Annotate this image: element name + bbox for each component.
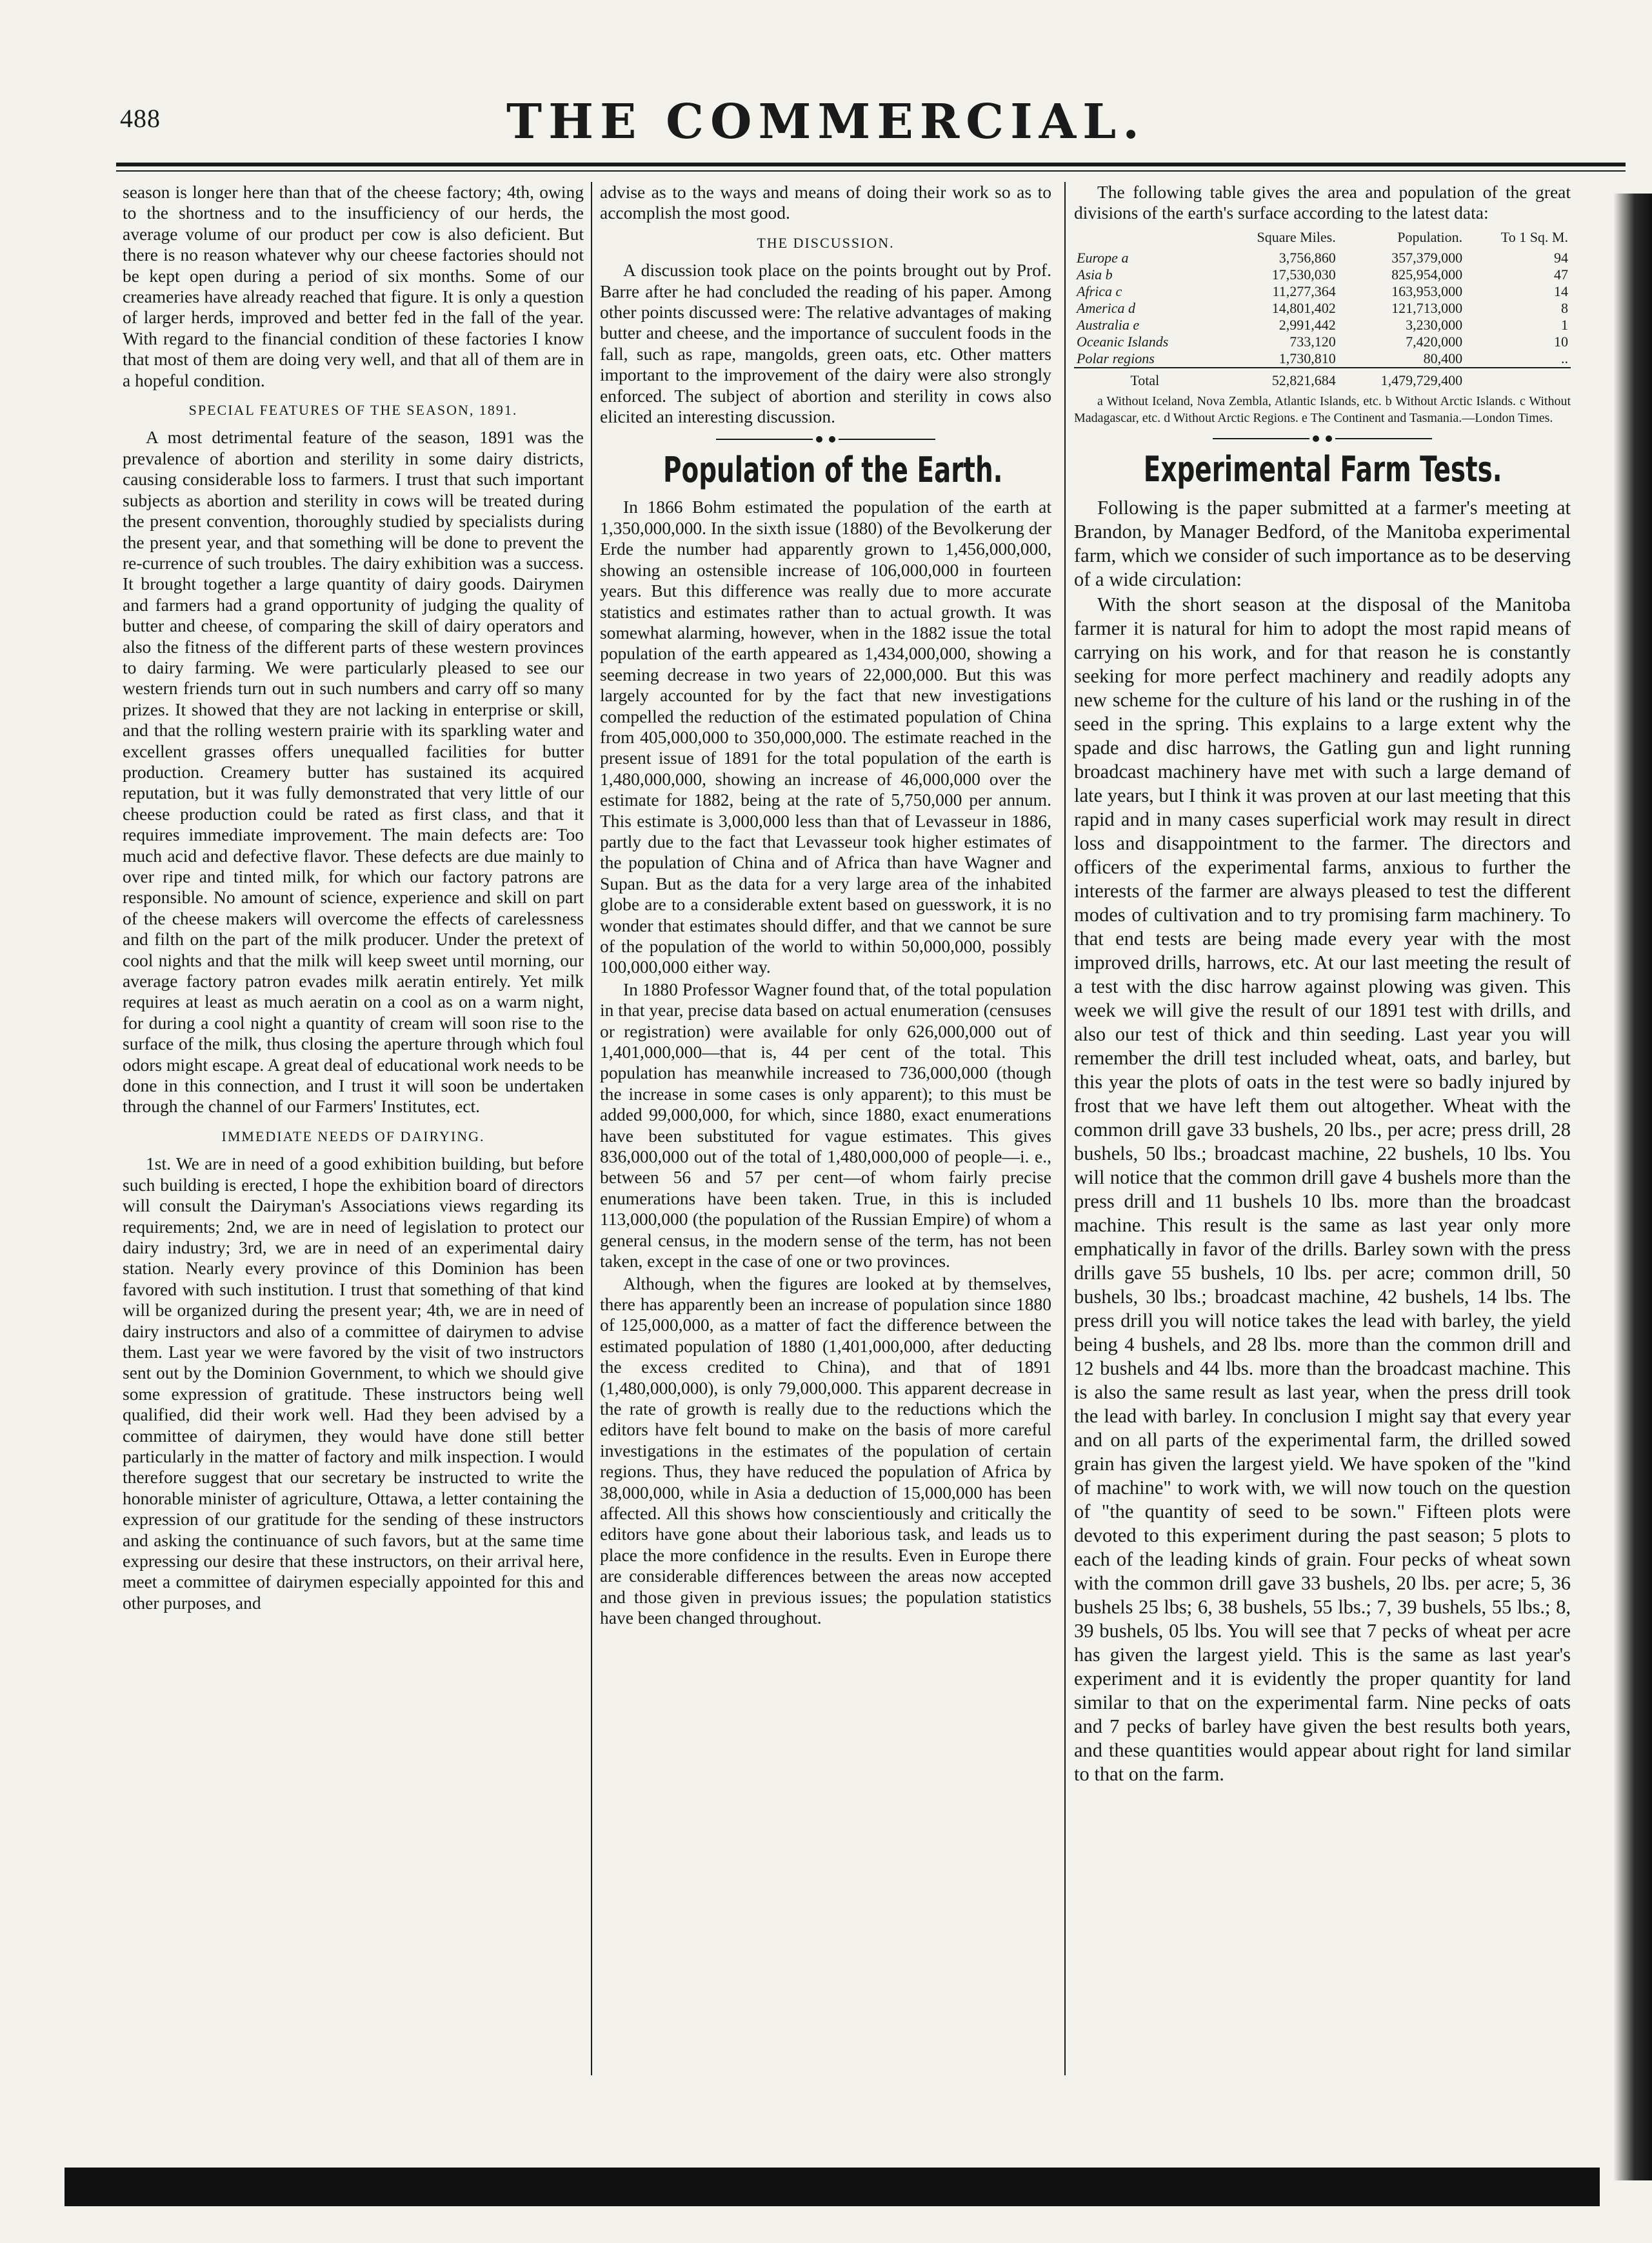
- population-table: [1074, 229, 1571, 389]
- table-cell: Asia b: [1077, 266, 1113, 283]
- col2-paragraph-3: In 1866 Bohm estimated the population of the earth at 1,350,000,000. In the sixth issue (1880) of the Bevolkerung der Erde the number had apparently grown to 1,456,000,000, showing an ostensible increase of 106,000,000 in fourteen years. But this difference was really due to more accurate statistics and estimates rather than to actual growth. It was somewhat alarming, however, when in the 1882 issue the total population of the earth appeared as 1,434,000,000, showing a seeming decrease in two years of 22,000,000. But this was largely accounted for by the fact that new investigations compelled the reduction of the estimated population of China from 405,000,000 to 350,000,000. The estimate reached in the present issue of 1891 for the total population of the earth is 1,480,000,000, showing an increase of 46,000,000 over the estimate for 1882, being at the rate of 5,750,000 per annum. This estimate is 3,000,000 less than that of Levasseur in 1886, partly due to the fact that Levasseur took higher estimates of the population of China and of Africa than have Wagner and Supan. But as the data for a very large area of the inhabited globe are to a considerable extent based on guesswork, it is no wonder that estimates should differ, and that we cannot be sure of the population of the world to within 50,000,000, possibly 100,000,000 either way.: [600, 497, 1051, 977]
- table-row: [1074, 250, 1571, 266]
- col3-paragraph-3: With the short season at the disposal of the Manitoba farmer it is natural for him to adopt the most rapid means of carrying on his work, and for that reason he is constantly seeking for more perfect machinery and readily adopts any new scheme for the culture of his land or the rushing in of the seed in the spring. This explains to a large extent why the spade and disc harrows, the Gatling gun and light running broadcast machinery have met with such a large demand of late years, but I think it was proven at our last meeting that this rapid and in many cases superficial work may result in direct loss and disappointment to the farmer. The directors and officers of the experimental farms, anxious to further the interests of the farmer are always pleased to test the different modes of cultivation and to try promising farm machinery. To that end tests are being made every year with the most improved drills, harrows, etc. At our last meeting the result of a test with the disc harrow against plowing was given. This week we will give the result of our 1891 test with drills, and also our test of thick and thin seeding. Last year you will remember the drill test included wheat, oats, and barley, but this year the plots of oats in the test were so badly injured by frost that we have left them out altogether. Wheat with the common drill gave 33 bushels, 20 lbs., per acre; press drill, 28 bushels, 50 lbs.; broadcast machine, 22 bushels, 10 lbs. You will notice that the common drill gave 4 bushels more than the press drill and 11 bushels 10 lbs. more than the broadcast machine. This result is the same as last year only more emphatically in favor of the drills. Barley sown with the press drills gave 55 bushels, 10 lbs. per acre; common drill, 50 bushels, 30 lbs.; broadcast machine, 42 bushels, 14 lbs. The press drill you will notice takes the lead with barley, the yield being 4 bushels, and 28 lbs. more than the common drill and 12 bushels and 44 lbs. more than the broadcast machine. This is also the same result as last year, when the press drill took the lead with barley. In conclusion I might say that every year and on all parts of the experimental farm, the drilled sowed grain has given the largest yield. We have spoken of the "kind of machine" to work with, we will now touch on the question of "the quantity of seed to be sown." Fifteen plots were devoted to this experiment during the past season; 5 plots to each of the leading kinds of grain. Four pecks of wheat sown with the common drill gave 33 bushels, 20 lbs. per acre; 5, 36 bushels 25 lbs; 6, 38 bushels, 55 lbs.; 7, 39 bushels, 55 lbs.; 8, 39 bushels, 05 lbs. You will see that 7 pecks of wheat per acre has given the largest yield. This is the same as last year's experiment and it is evidently the proper quantity for land similar to that on the experimental farm. Nine pecks of oats and 7 pecks of barley have given the best results both years, and these quantities would appear about right for land similar to that on the farm.: [1074, 593, 1571, 1785]
- table-cell: 8: [1561, 299, 1568, 316]
- table-row: [1074, 266, 1571, 283]
- header-rule-thin: [116, 170, 1626, 172]
- column-divider-1: [591, 182, 592, 2075]
- table-cell: 121,713,000: [1391, 299, 1463, 316]
- table-cell: 2,991,442: [1279, 316, 1336, 333]
- column-1: [123, 182, 584, 2166]
- table-cell: 52,821,684: [1216, 368, 1339, 389]
- table-row: [1074, 300, 1571, 317]
- table-header: [1074, 229, 1216, 250]
- section-ornament: [600, 436, 1051, 443]
- table-cell: 3,230,000: [1406, 316, 1463, 333]
- scan-bottom-band: [65, 2168, 1600, 2206]
- column-3: [1074, 182, 1571, 2166]
- headline-population: Population of the Earth.: [663, 450, 1003, 491]
- table-cell: America d: [1077, 299, 1136, 316]
- headline-experimental-farm: Experimental Farm Tests.: [1143, 448, 1502, 490]
- table-cell: Total: [1074, 368, 1216, 389]
- table-cell: 10: [1554, 333, 1568, 350]
- table-cell: 1,730,810: [1279, 350, 1336, 366]
- table-row: [1074, 350, 1571, 368]
- header-rule-thick: [116, 163, 1626, 166]
- table-cell: 47: [1554, 266, 1568, 283]
- table-cell: 1: [1561, 316, 1568, 333]
- table-cell: 357,379,000: [1391, 249, 1463, 266]
- table-cell: 825,954,000: [1391, 266, 1463, 283]
- table-row: [1074, 334, 1571, 350]
- table-cell: 11,277,364: [1272, 283, 1336, 299]
- table-cell: 80,400: [1423, 350, 1463, 366]
- table-cell: Australia e: [1077, 316, 1140, 333]
- table-cell: 14: [1554, 283, 1568, 299]
- col2-subhead-discussion: THE DISCUSSION.: [757, 234, 895, 251]
- col3-paragraph-2: Following is the paper submitted at a farmer's meeting at Brandon, by Manager Bedford, of the Manitoba experimental farm, which we consider of such importance as to be deserving of a wide circulation:: [1074, 496, 1571, 590]
- table-cell: Africa c: [1077, 283, 1122, 299]
- page-number: 488: [120, 104, 161, 133]
- col3-paragraph-1: The following table gives the area and population of the great divisions of the earth's surface according to the latest data:: [1074, 182, 1571, 223]
- col2-paragraph-5: Although, when the figures are looked at by themselves, there has apparently been an increase of population since 1880 of 125,000,000, as a matter of fact the difference between the estimated population of 1880 (1,401,000,000, after deducting the excess credited to China), and that of 1891 (1,480,000,000), is only 79,000,000. This apparent decrease in the rate of growth is really due to the reductions which the editors have felt bound to make on the basis of more careful investigations in the estimates of the population of certain regions. Thus, they have reduced the population of Africa by 38,000,000, while in Asia a deduction of 15,000,000 has been affected. All this shows how conscientiously and critically the editors have gone about their laborious task, and leads us to place the more confidence in the results. Even in Europe there are considerable differences between the areas now accepted and those given in previous issues; the population statistics have been changed throughout.: [600, 1273, 1051, 1628]
- col2-paragraph-1: advise as to the ways and means of doing their work so as to accomplish the most good.: [600, 182, 1051, 223]
- table-cell: 163,953,000: [1391, 283, 1463, 299]
- table-cell: 733,120: [1289, 333, 1336, 350]
- table-cell: [1465, 368, 1571, 389]
- table-cell: 7,420,000: [1406, 333, 1463, 350]
- table-cell: Oceanic Islands: [1077, 333, 1169, 350]
- table-header: Square Miles.: [1257, 228, 1336, 245]
- table-footnote: a Without Iceland, Nova Zembla, Atlantic Islands, etc. b Without Arctic Islands. c Without Madagascar, etc. d Without Arctic Regions. e The Continent and Tasmania.—London Times.: [1074, 394, 1571, 425]
- column-divider-2: [1064, 182, 1066, 2075]
- col2-paragraph-4: In 1880 Professor Wagner found that, of the total population in that year, precise data based on actual enumeration (censuses or registration) were available for only 626,000,000 out of 1,401,000,000—that is, 44 per cent of the total. This population has meanwhile increased to 736,000,000 (though the increase in some cases is only apparent); to this must be added 99,000,000, for which, since 1880, exact enumerations have been substituted for vague estimates. This gives 836,000,000 out of the total of 1,480,000,000 of people—i. e., between 56 and 57 per cent—of whom fairly precise enumerations have been taken. True, in this is included 113,000,000 (the population of the Russian Empire) of whom a general census, in the modern sense of the term, has not been taken, except in the case of one or two provinces.: [600, 979, 1051, 1271]
- table-row: [1074, 317, 1571, 334]
- scan-edge-shadow: [1613, 194, 1652, 2180]
- table-cell: Europe a: [1077, 249, 1129, 266]
- column-2: [600, 182, 1051, 2166]
- table-cell: 3,756,860: [1279, 249, 1336, 266]
- table-cell: Polar regions: [1077, 350, 1155, 366]
- table-cell: 1,479,729,400: [1339, 368, 1465, 389]
- table-row: [1074, 283, 1571, 300]
- col1-subhead-special-features: SPECIAL FEATURES OF THE SEASON, 1891.: [188, 402, 518, 419]
- col1-paragraph-2: A most detrimental feature of the season, 1891 was the prevalence of abortion and sterility in some dairy districts, causing considerable loss to farmers. I trust that such important subjects as abortion and sterility in cows will be treated during the present convention, thoroughly studied by specialists during the present year, and that something will be done to prevent the re-currence of such troubles. The dairy exhibition was a success. It brought together a large quantity of dairy goods. Dairymen and farmers had a grand opportunity of judging the quality of butter and cheese, of comparing the skill of dairy operators and also the fitness of the different parts of these western provinces to dairy farming. We were particularly pleased to see our western friends turn out in such numbers and carry off so many prizes. It showed that they are not lacking in enterprise or skill, and that the rolling western prairie with its sparkling water and excellent grasses offers unequalled facilities for butter production. Creamery butter has sustained its acquired reputation, but it was fully demonstrated that very little of our cheese production could be rated as first class, and that it requires immediate improvement. The main defects are: Too much acid and defective flavor. These defects are due mainly to over ripe and tinted milk, for which our factory patrons are responsible. No amount of science, experience and skill on part of the cheese makers will overcome the effects of carelessness and filth on the part of the milk producer. Under the pretext of cool nights and that the milk will keep sweet until morning, our average factory patron evades milk aeratin entirely. Yet milk requires at least as much aeratin on a cool as on a warm night, for during a cool night a quantity of cream will soon rise to the surface of the milk, thus closing the aperture through which foul odors might escape. A great deal of educational work needs to be done in this connection, and I trust it will soon be undertaken through the channel of our Farmers' Institutes, ect.: [123, 427, 584, 1117]
- col1-paragraph-1: season is longer here than that of the cheese factory; 4th, owing to the shortness and to the insufficiency of our herds, the average volume of our product per cow is also deficient. But there is no reason whatever why our cheese factories should not be kept open during a period of six months. Some of our creameries have already reached that figure. It is only a question of larger herds, improved and better fed in the fall of the year. With regard to the financial condition of these factories I know that most of them are doing very well, and that all of them are in a hopeful condition.: [123, 182, 584, 390]
- col2-paragraph-2: A discussion took place on the points brought out by Prof. Barre after he had concluded the reading of his paper. Among other points discussed were: The relative advantages of making butter and cheese, and the importance of succulent foods in the fall, such as rape, mangolds, green oats, etc. Other matters important to the improvement of the dairy were also strongly enforced. The subject of abortion and sterility in cows also elicited an interesting discussion.: [600, 260, 1051, 427]
- table-cell: ..: [1561, 350, 1568, 366]
- col1-paragraph-3: 1st. We are in need of a good exhibition building, but before such building is erected, I hope the exhibition board of directors will consult the Dairyman's Associations views regarding its requirements; 2nd, we are in need of legislation to protect our dairy industry; 3rd, we are in need of an experimental dairy station. Nearly every province of this Dominion has been favored with such institution. I trust that something of that kind will be organized during the present year; 4th, we are in need of dairy instructors and also of a committee of dairymen to advise them. Last year we were favored by the visit of two instructors sent out by the Dominion Government, to which we should give some expression of gratitude. These instructors being well qualified, did their work well. Had they been advised by a committee of dairymen, they would have done still better particularly in the matter of factory and milk inspection. I would therefore suggest that our secretary be instructed to write the honorable minister of agriculture, Ottawa, a letter containing the expression of our gratitude for the sending of these instructors and asking the continuance of such favors, but at the same time expressing our desire that these instructors, on their arrival here, meet a committee of dairymen especially appointed for this and other purposes, and: [123, 1153, 584, 1613]
- table-cell: 17,530,030: [1271, 266, 1336, 283]
- table-total-row: [1074, 368, 1571, 389]
- section-ornament: [1074, 435, 1571, 442]
- masthead: THE COMMERCIAL.: [506, 94, 1146, 150]
- table-header-row: [1074, 229, 1571, 250]
- table-cell: 94: [1554, 249, 1568, 266]
- table-header: To 1 Sq. M.: [1500, 228, 1568, 245]
- col1-subhead-immediate-needs: IMMEDIATE NEEDS OF DAIRYING.: [221, 1128, 485, 1144]
- table-header: Population.: [1397, 228, 1463, 245]
- table-cell: 14,801,402: [1271, 299, 1336, 316]
